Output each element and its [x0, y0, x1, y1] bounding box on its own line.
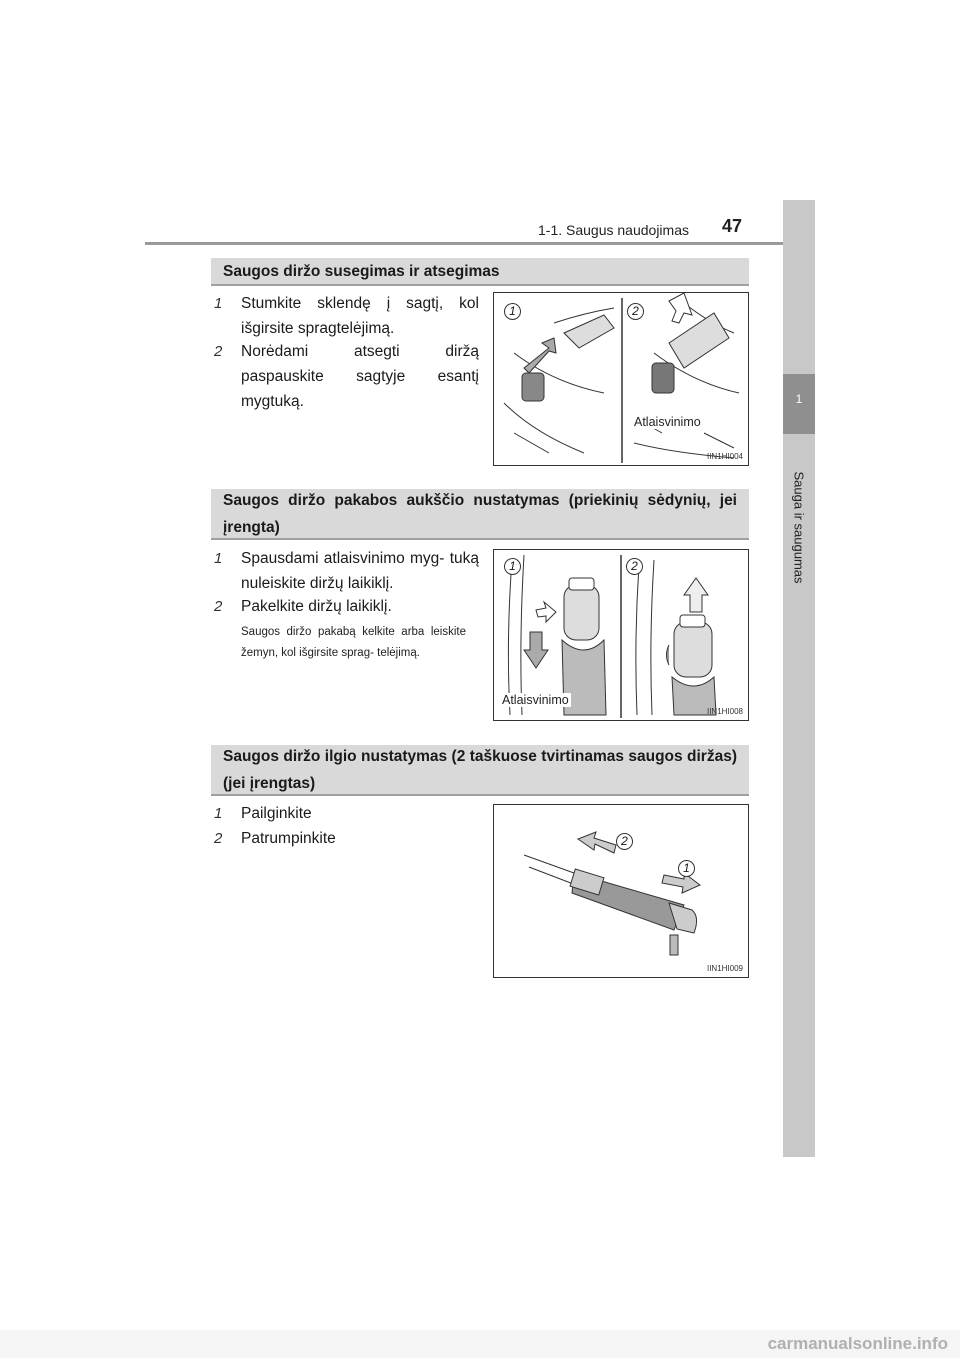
step-text: Spausdami atlaisvinimo myg- tuką nuleiskite diržų laikiklį.	[241, 550, 479, 592]
section-heading-length: Saugos diržo ilgio nustatymas (2 taškuose tvirtinamas saugos diržas) (jei įrengtas)	[211, 745, 749, 796]
figure-id: IIN1HI009	[706, 964, 743, 973]
step-number: 1	[214, 805, 223, 822]
step-text: Patrumpinkite	[241, 830, 336, 847]
step-number: 1	[214, 295, 223, 312]
step-text: Pakelkite diržų laikiklį.	[241, 598, 392, 615]
chapter-title: Sauga ir saugumas	[791, 471, 807, 584]
step-number: 2	[214, 343, 223, 360]
step-text: Stumkite sklendę į sagtį, kol išgirsite spragtelėjimą.	[241, 295, 479, 337]
figure-id: IIN1HI008	[706, 707, 743, 716]
figure-buckle	[493, 292, 749, 466]
section-heading-anchor-height: Saugos diržo pakabos aukščio nustatymas (priekinių sėdynių, jei įrengta)	[211, 489, 749, 540]
belt-length-illustration	[494, 805, 749, 978]
header-rule	[145, 242, 785, 245]
section-heading-fasten: Saugos diržo susegimas ir atsegimas	[211, 258, 749, 286]
callout-1: 1	[678, 860, 695, 877]
figure-id: IIN1HI004	[706, 452, 743, 461]
figure-length	[493, 804, 749, 978]
release-label: Atlaisvinimo	[502, 693, 569, 707]
callout-2: 2	[627, 303, 644, 320]
step-number: 2	[214, 598, 223, 615]
callout-2: 2	[626, 558, 643, 575]
release-label: Atlaisvinimo	[634, 415, 701, 429]
page-number: 47	[722, 216, 743, 236]
chapter-side-tab	[783, 200, 815, 1157]
callout-1: 1	[504, 558, 521, 575]
callout-1: 1	[504, 303, 521, 320]
anchor-note: Saugos diržo pakabą kelkite arba leiskite žemyn, kol išgirsite sprag- telėjimą.	[241, 626, 466, 659]
chapter-number: 1	[795, 392, 803, 406]
figure-anchor	[493, 549, 749, 721]
buckle-illustration	[494, 293, 749, 466]
callout-2: 2	[616, 833, 633, 850]
step-number: 1	[214, 550, 223, 567]
watermark: carmanualsonline.info	[0, 1330, 960, 1358]
step-number: 2	[214, 830, 223, 847]
running-header: 1-1. Saugus naudojimas	[538, 222, 689, 238]
step-text: Norėdami atsegti diržą paspauskite sagtyje esantį mygtuką.	[241, 343, 479, 410]
step-text: Pailginkite	[241, 805, 312, 822]
